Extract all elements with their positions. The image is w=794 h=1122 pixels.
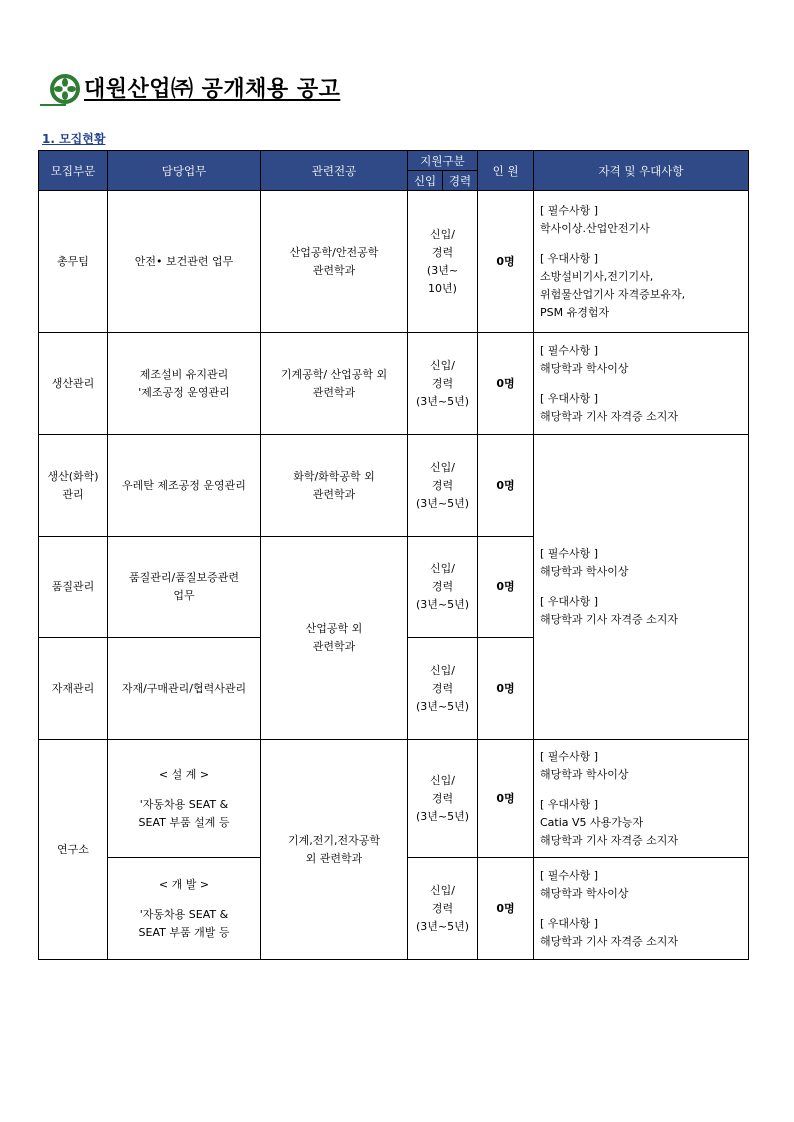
header-count: 인 원 (478, 151, 534, 191)
header-new: 신입 (408, 171, 443, 191)
dept-cell: 연구소 (39, 740, 108, 960)
page-title: 대원산업㈜ 공개채용 공고 (84, 77, 341, 102)
recruitment-table (38, 150, 749, 960)
dept-cell: 생산(화학) 관리 (39, 435, 108, 537)
major-cell: 화학/화학공학 외 관련학과 (261, 435, 408, 537)
support-cell: 신입/ 경력 (3년~5년) (408, 435, 478, 537)
header-support: 지원구분 (408, 151, 478, 171)
count-cell: 0명 (478, 638, 534, 740)
header-major: 관련전공 (261, 151, 408, 191)
qualification-cell: [ 필수사항 ] 해당학과 학사이상 [ 우대사항 ] 해당학과 기사 자격증 소지자 (534, 333, 749, 435)
header-exp: 경력 (443, 171, 478, 191)
header-qualification: 자격 및 우대사항 (534, 151, 749, 191)
logo-underline (40, 104, 66, 106)
page-header (40, 70, 760, 110)
qualification-cell: [ 필수사항 ] 해당학과 학사이상 [ 우대사항 ] Catia V5 사용가능자 해당학과 기사 자격증 소지자 (534, 740, 749, 858)
count-cell: 0명 (478, 537, 534, 638)
dept-cell: 자재관리 (39, 638, 108, 740)
support-cell: 신입/ 경력 (3년~5년) (408, 333, 478, 435)
dept-cell: 총무팀 (39, 191, 108, 333)
duty-cell: < 개 발 > '자동차용 SEAT & SEAT 부품 개발 등 (108, 858, 261, 960)
company-logo-icon (48, 72, 82, 106)
table-row (39, 435, 749, 537)
section-title: 1. 모집현황 (42, 132, 106, 146)
dept-cell: 생산관리 (39, 333, 108, 435)
duty-cell: 안전• 보건관련 업무 (108, 191, 261, 333)
major-cell: 기계,전기,전자공학 외 관련학과 (261, 740, 408, 960)
count-cell: 0명 (478, 191, 534, 333)
count-cell: 0명 (478, 435, 534, 537)
count-cell: 0명 (478, 740, 534, 858)
support-cell: 신입/ 경력 (3년~ 10년) (408, 191, 478, 333)
header-duty: 담당업무 (108, 151, 261, 191)
table-header-row (39, 151, 749, 171)
qualification-cell: [ 필수사항 ] 학사이상.산업안전기사 [ 우대사항 ] 소방설비기사,전기기사, 위험물산업기사 자격증보유자, PSM 유경험자 (534, 191, 749, 333)
support-cell: 신입/ 경력 (3년~5년) (408, 740, 478, 858)
duty-cell: < 설 계 > '자동차용 SEAT & SEAT 부품 설계 등 (108, 740, 261, 858)
header-dept: 모집부문 (39, 151, 108, 191)
major-cell: 기계공학/ 산업공학 외 관련학과 (261, 333, 408, 435)
dept-cell: 품질관리 (39, 537, 108, 638)
duty-cell: 자재/구매관리/협력사관리 (108, 638, 261, 740)
duty-cell: 우레탄 제조공정 운영관리 (108, 435, 261, 537)
qualification-cell: [ 필수사항 ] 해당학과 학사이상 [ 우대사항 ] 해당학과 기사 자격증 소지자 (534, 858, 749, 960)
support-cell: 신입/ 경력 (3년~5년) (408, 858, 478, 960)
duty-cell: 제조설비 유지관리 '제조공정 운영관리 (108, 333, 261, 435)
count-cell: 0명 (478, 333, 534, 435)
shared-major-cell: 산업공학 외 관련학과 (261, 537, 408, 740)
count-cell: 0명 (478, 858, 534, 960)
support-cell: 신입/ 경력 (3년~5년) (408, 638, 478, 740)
duty-cell: 품질관리/품질보증관련 업무 (108, 537, 261, 638)
major-cell: 산업공학/안전공학 관련학과 (261, 191, 408, 333)
support-cell: 신입/ 경력 (3년~5년) (408, 537, 478, 638)
shared-qualification-cell: [ 필수사항 ] 해당학과 학사이상 [ 우대사항 ] 해당학과 기사 자격증 소지자 (534, 435, 749, 740)
table-row (39, 191, 749, 333)
table-row (39, 740, 749, 858)
table-row (39, 333, 749, 435)
